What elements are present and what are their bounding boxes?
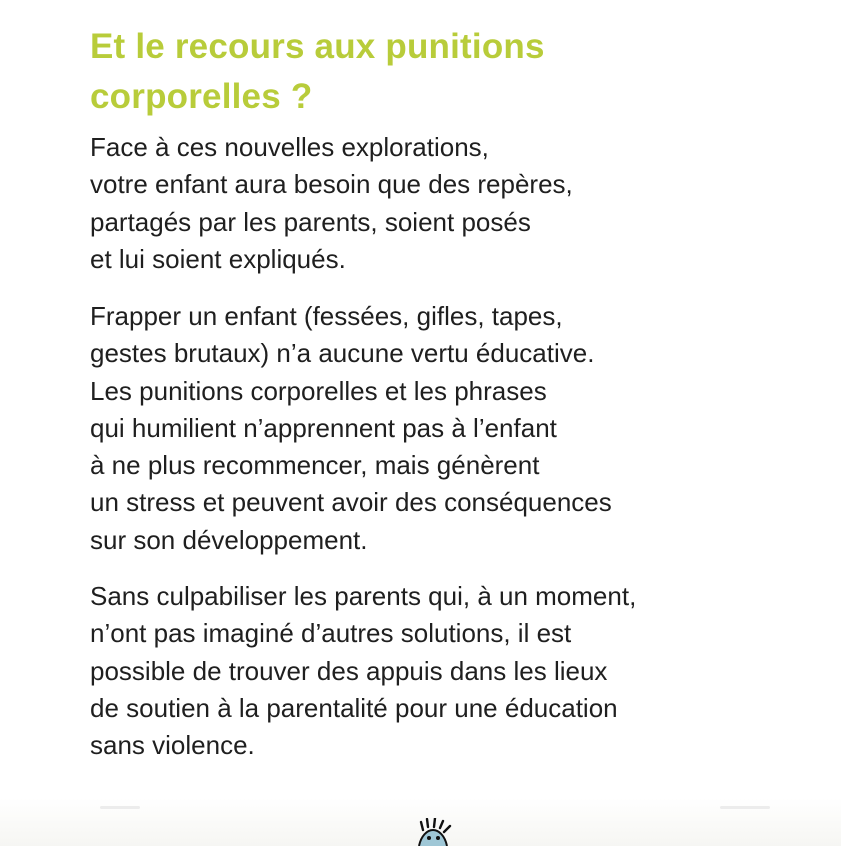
heading-line: Et le recours aux punitions xyxy=(90,27,545,66)
text-line: gestes brutaux) n’a aucune vertu éducative. xyxy=(90,338,595,369)
text-line: Face à ces nouvelles explorations, xyxy=(90,132,489,162)
faint-mark xyxy=(100,806,140,809)
paragraph-reperes xyxy=(90,129,820,278)
text-line: un stress et peuvent avoir des conséquences xyxy=(90,487,612,518)
text-line: Sans culpabiliser les parents qui, à un moment, xyxy=(90,581,637,611)
child-drawing-icon xyxy=(413,818,453,846)
text-line: et lui soient expliqués. xyxy=(90,243,346,274)
text-line: sans violence. xyxy=(90,730,255,761)
text-line: n’ont pas imaginé d’autres solutions, il est xyxy=(90,618,572,649)
heading-line: corporelles ? xyxy=(90,77,313,116)
text-line: Les punitions corporelles et les phrases xyxy=(90,375,547,406)
text-line: à ne plus recommencer, mais génèrent xyxy=(90,450,540,481)
text-line: partagés par les parents, soient posés xyxy=(90,206,531,237)
paragraph-frapper xyxy=(90,298,820,559)
section-heading xyxy=(90,22,730,122)
text-line: possible de trouver des appuis dans les lieux xyxy=(90,655,608,686)
text-line: qui humilient n’apprennent pas à l’enfant xyxy=(90,412,557,443)
text-line: sur son développement. xyxy=(90,524,368,555)
text-line: Frapper un enfant (fessées, gifles, tapes, xyxy=(90,301,563,331)
faint-mark xyxy=(720,806,770,809)
paragraph-soutien xyxy=(90,578,820,764)
text-line: de soutien à la parentalité pour une éducation xyxy=(90,692,618,723)
text-line: votre enfant aura besoin que des repères, xyxy=(90,169,573,200)
